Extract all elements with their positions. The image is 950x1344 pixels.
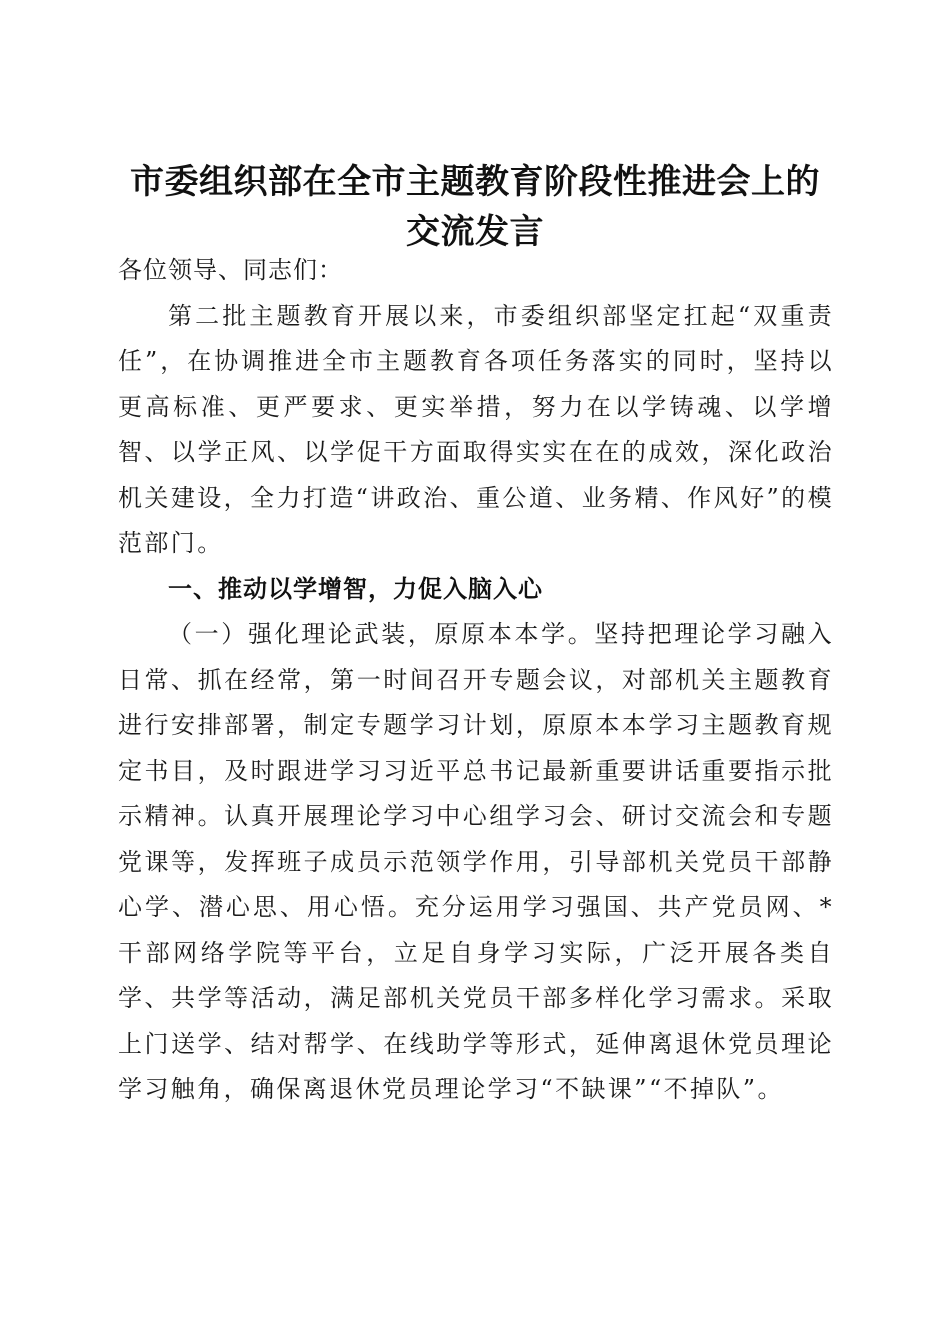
document-body	[118, 248, 834, 1113]
document-title-line-1: 市委组织部在全市主题教育阶段性推进会上的	[130, 161, 820, 202]
greeting: 各位领导、同志们：	[118, 256, 343, 284]
section-1-paragraph-1: （一）强化理论武装，原原本本学。坚持把理论学习融入日常、抓在经常，第一时间召开专题会议，对部机关主题教育进行安排部署，制定专题学习计划，原原本本学习主题教育规定书目，及时跟进学习习近平总书记最新重要讲话重要指示批示精神。认真开展理论学习中心组学习会、研讨交流会和专题党课等，发挥班子成员示范领学作用，引导部机关党员干部静心学、潜心思、用心悟。充分运用学习强国、共产党员网、*干部网络学院等平台，立足自身学习实际，广泛开展各类自学、共学等活动，满足部机关党员干部多样化学习需求。采取上门送学、结对帮学、在线助学等形式，延伸离退休党员理论学习触角，确保离退休党员理论学习“不缺课”“不掉队”。	[118, 620, 834, 1103]
document-title	[100, 157, 850, 257]
intro-paragraph: 第二批主题教育开展以来，市委组织部坚定扛起“双重责任”，在协调推进全市主题教育各项任务落实的同时，坚持以更高标准、更严要求、更实举措，努力在以学铸魂、以学增智、以学正风、以学促干方面取得实实在在的成效，深化政治机关建设，全力打造“讲政治、重公道、业务精、作风好”的模范部门。	[118, 301, 834, 557]
section-heading-1: 一、推动以学增智，力促入脑入心	[168, 574, 543, 603]
document-title-line-2: 交流发言	[406, 211, 544, 252]
